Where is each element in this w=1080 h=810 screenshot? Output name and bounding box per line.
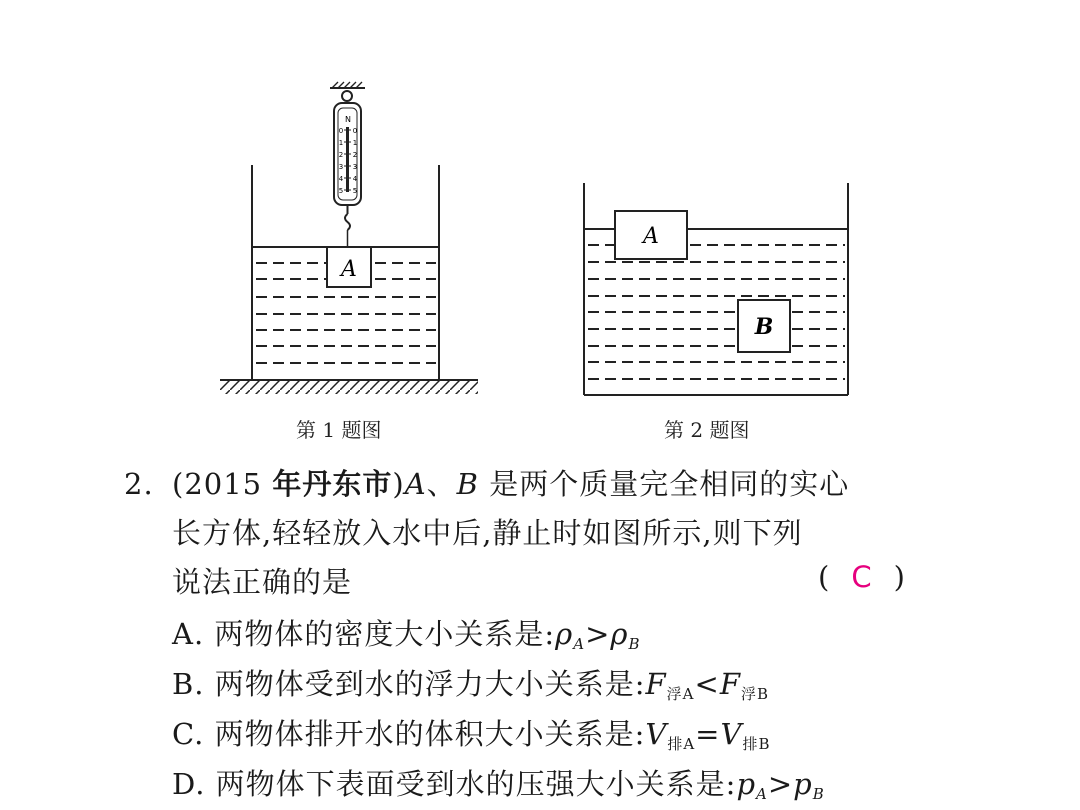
- option-b: [172, 662, 769, 704]
- fig2-block-a-label: A: [643, 224, 659, 249]
- scale-tick-label-right: 5: [352, 187, 358, 195]
- scale-tick-label-right: 2: [352, 151, 358, 159]
- option-b-var2: F: [719, 667, 741, 701]
- option-c-sub2: 排B: [742, 735, 771, 753]
- answer-open: (: [818, 560, 830, 594]
- question-number: 2.: [124, 467, 154, 501]
- fig2-water: [588, 245, 845, 379]
- scale-tick-label-right: 3: [352, 163, 358, 171]
- ceiling-support: [330, 82, 365, 101]
- question-stem-line-3: 说法正确的是: [172, 565, 353, 599]
- option-d-label: D.: [172, 767, 206, 801]
- answer-close: ): [893, 560, 905, 594]
- stem-text-1: 是两个质量完全相同的实心: [489, 467, 850, 501]
- fig2-block-b-label: B: [754, 314, 774, 340]
- option-c-text: 两物体排开水的体积大小关系是:: [214, 717, 646, 751]
- option-c-op: =: [695, 717, 721, 751]
- answer-value: C: [851, 560, 872, 594]
- scale-tick-label-left: 0: [338, 127, 344, 135]
- option-b-text: 两物体受到水的浮力大小关系是:: [214, 667, 646, 701]
- option-b-sub1: 浮A: [666, 685, 695, 703]
- spring-scale: [334, 103, 361, 247]
- scale-tick-label-right: 0: [352, 127, 358, 135]
- question-stem-line-1: [124, 462, 849, 503]
- scale-tick-label-right: 1: [352, 139, 358, 147]
- scale-tick-label-left: 3: [338, 163, 344, 171]
- option-c-label: C.: [172, 717, 205, 751]
- question-source: 年丹东市: [272, 467, 393, 501]
- question-stem-line-2: 长方体,轻轻放入水中后,静止时如图所示,则下列: [172, 516, 803, 550]
- scale-unit-label: N: [345, 115, 351, 124]
- option-a-sub1: A: [573, 635, 586, 653]
- scale-tick-label-right: 4: [352, 175, 358, 183]
- option-b-var1: F: [645, 667, 667, 701]
- option-a-text: 两物体的密度大小关系是:: [214, 617, 556, 651]
- scale-tick-label-left: 5: [338, 187, 344, 195]
- scale-tick-label-left: 2: [338, 151, 344, 159]
- option-a-var2: ρ: [610, 617, 629, 651]
- option-a-op: >: [585, 617, 611, 651]
- figure-1: [220, 82, 478, 394]
- option-d-var1: p: [736, 767, 757, 801]
- stem-separator: 、: [426, 467, 457, 501]
- stem-var-b: B: [456, 467, 479, 501]
- option-d-text: 两物体下表面受到水的压强大小关系是:: [215, 767, 737, 801]
- source-close: ): [392, 467, 405, 501]
- option-c-var2: V: [720, 717, 743, 751]
- option-b-op: <: [694, 667, 720, 701]
- source-open: (2015: [172, 467, 263, 501]
- option-c: [172, 712, 770, 754]
- figure-1-caption: 第 1 题图: [296, 418, 382, 442]
- option-d: [172, 762, 825, 803]
- option-a: [172, 612, 640, 653]
- option-a-var1: ρ: [555, 617, 574, 651]
- option-b-sub2: 浮B: [740, 685, 769, 703]
- option-a-sub2: B: [628, 635, 641, 653]
- option-a-label: A.: [172, 617, 205, 651]
- scale-tick-label-left: 1: [338, 139, 344, 147]
- option-d-op: >: [767, 767, 794, 801]
- option-c-sub1: 排A: [667, 735, 696, 753]
- figure-2-caption: 第 2 题图: [664, 418, 750, 442]
- figure-2: [584, 183, 848, 395]
- stem-var-a: A: [404, 467, 427, 501]
- scale-tick-label-left: 4: [338, 175, 344, 183]
- answer-bracket: [818, 560, 905, 594]
- option-d-var2: p: [793, 767, 813, 801]
- option-b-label: B.: [172, 667, 205, 701]
- option-c-var1: V: [645, 717, 668, 751]
- option-d-sub2: B: [812, 785, 825, 803]
- fig1-block-a-label: A: [341, 257, 357, 282]
- option-d-sub1: A: [756, 785, 768, 803]
